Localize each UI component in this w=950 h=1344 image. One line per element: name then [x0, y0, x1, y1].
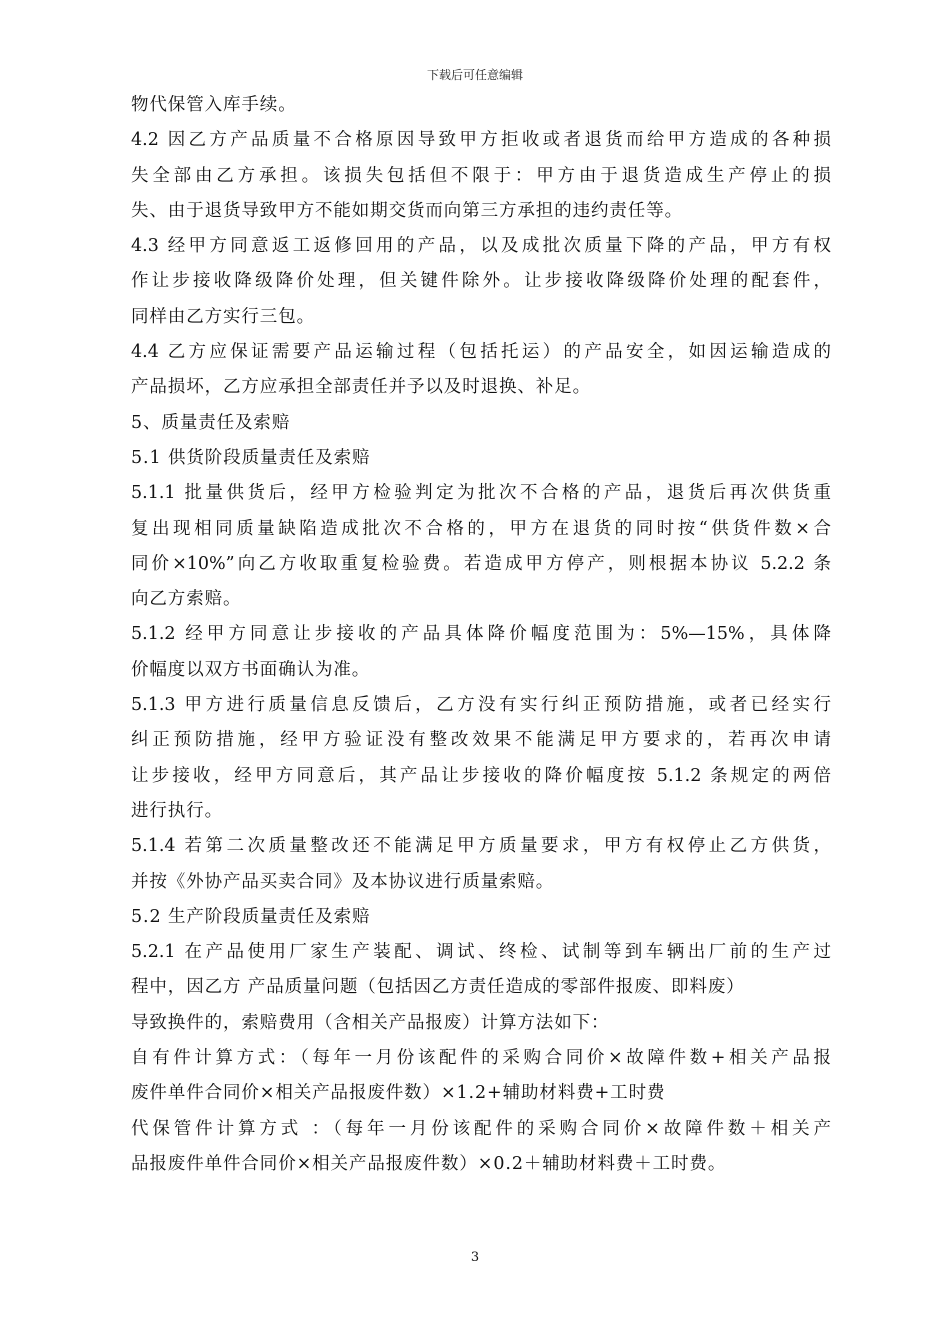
- subsection-heading: 5.1 供货阶段质量责任及索赔: [131, 447, 371, 468]
- text-line: 失、由于退货导致甲方不能如期交货而向第三方承担的违约责任等。: [131, 200, 683, 221]
- subsection-heading: 5.2 生产阶段质量责任及索赔: [131, 906, 371, 927]
- text-line: 价幅度以双方书面确认为准。: [131, 659, 371, 680]
- text-line: 4.3 经甲方同意返工返修回用的产品，以及成批次质量下降的产品，甲方有权: [131, 236, 831, 257]
- text-line: 4.2 因乙方产品质量不合格原因导致甲方拒收或者退货而给甲方造成的各种损: [131, 130, 831, 151]
- text-line: 自有件计算方式：（每年一月份该配件的采购合同价×故障件数+相关产品报: [131, 1048, 831, 1069]
- text-line: 品报废件单件合同价×相关产品报废件数）×0.2＋辅助材料费＋工时费。: [131, 1153, 727, 1174]
- text-line: 纠正预防措施，经甲方验证没有整改效果不能满足甲方要求的，若再次申请: [131, 730, 831, 751]
- text-line: 同样由乙方实行三包。: [131, 306, 315, 327]
- text-line: 物代保管入库手续。: [131, 95, 297, 115]
- text-line: 废件单件合同价×相关产品报废件数）×1.2+辅助材料费+工时费: [131, 1083, 666, 1104]
- text-line: 失全部由乙方承担。该损失包括但不限于：甲方由于退货造成生产停止的损: [131, 165, 831, 186]
- document-body: [131, 88, 831, 1182]
- page-header: 下载后可任意编辑: [426, 68, 523, 82]
- text-line: 产品损坏，乙方应承担全部责任并予以及时退换、补足。: [131, 377, 591, 398]
- text-line: 5.1.2 经甲方同意让步接收的产品具体降价幅度范围为：5%—15%，具体降: [131, 624, 831, 645]
- text-line: 程中，因乙方 产品质量问题（包括因乙方责任造成的零部件报废、即料废）: [131, 977, 745, 998]
- page-number: 3: [470, 1250, 480, 1265]
- text-line: 让步接收，经甲方同意后，其产品让步接收的降价幅度按 5.1.2 条规定的两倍: [131, 765, 831, 786]
- text-line: 进行执行。: [131, 800, 223, 821]
- text-line: 同价×10%”向乙方收取重复检验费。若造成甲方停产，则根据本协议 5.2.2 条: [131, 553, 831, 574]
- text-line: 5.1.1 批量供货后，经甲方检验判定为批次不合格的产品，退货后再次供货重: [131, 483, 831, 504]
- text-line: 5.1.3 甲方进行质量信息反馈后，乙方没有实行纠正预防措施，或者已经实行: [131, 695, 831, 716]
- text-line: 导致换件的，索赔费用（含相关产品报废）计算方法如下：: [131, 1012, 610, 1033]
- text-line: 5.2.1 在产品使用厂家生产装配、调试、终检、试制等到车辆出厂前的生产过: [131, 942, 831, 963]
- text-line: 并按《外协产品买卖合同》及本协议进行质量索赔。: [131, 871, 555, 892]
- section-heading: 5、质量责任及索赔: [131, 412, 291, 433]
- text-line: 复出现相同质量缺陷造成批次不合格的，甲方在退货的同时按“供货件数×合: [131, 518, 831, 539]
- text-line: 代保管件计算方式 ：（每年一月份该配件的采购合同价×故障件数＋相关产: [131, 1118, 831, 1139]
- text-line: 作让步接收降级降价处理，但关键件除外。让步接收降级降价处理的配套件，: [131, 271, 831, 292]
- text-line: 向乙方索赔。: [131, 589, 242, 610]
- text-line: 4.4 乙方应保证需要产品运输过程（包括托运）的产品安全，如因运输造成的: [131, 342, 831, 363]
- text-line: 5.1.4 若第二次质量整改还不能满足甲方质量要求，甲方有权停止乙方供货，: [131, 836, 831, 857]
